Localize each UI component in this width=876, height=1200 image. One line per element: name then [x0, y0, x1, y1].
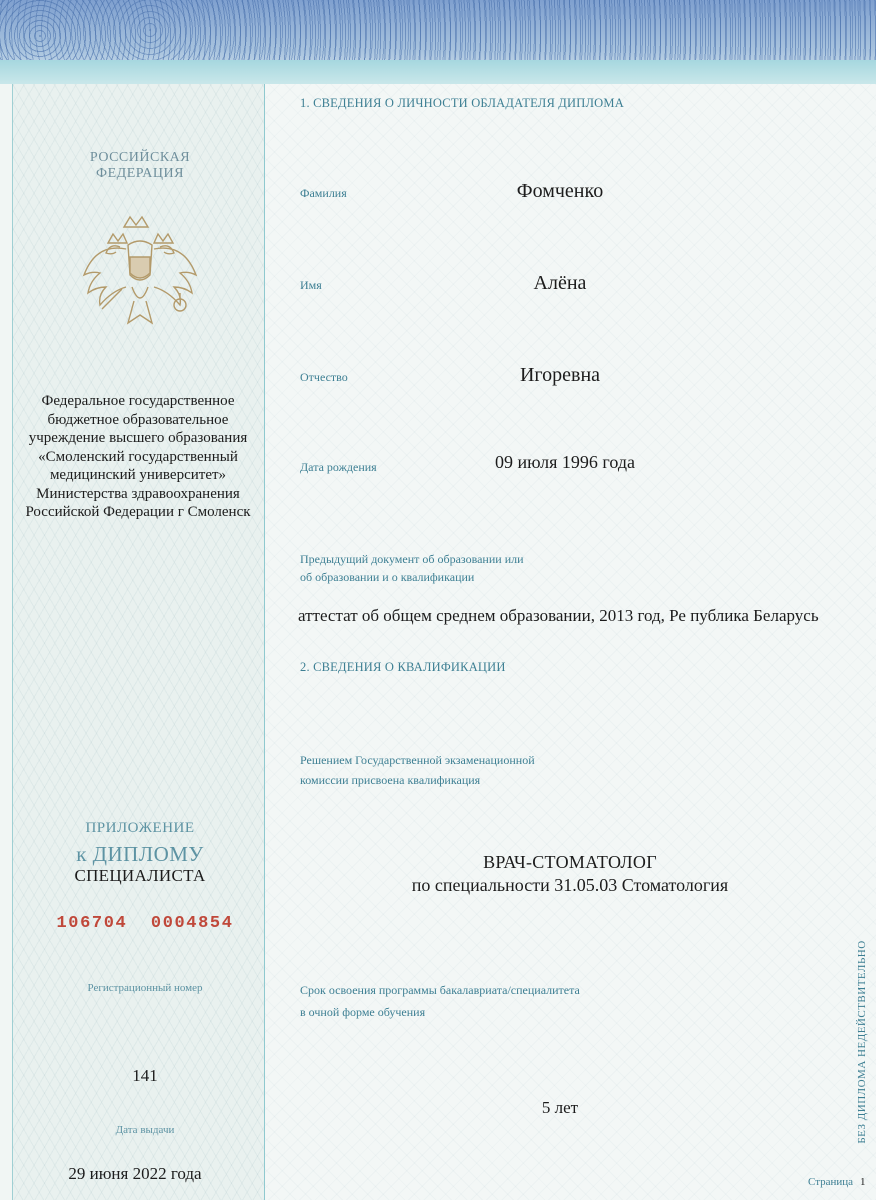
issue-date: 29 июня 2022 года: [68, 1164, 202, 1183]
study-term-value: 5 лет: [541, 1098, 579, 1117]
registration-number: 141: [132, 1066, 158, 1085]
surname-label: Фамилия: [300, 186, 347, 200]
appendix-diploma: к ДИПЛОМУ: [76, 842, 204, 866]
page-number: 1: [860, 1176, 866, 1188]
birth-date-label: Дата рождения: [300, 460, 377, 474]
previous-document-value: аттестат об общем среднем образовании, 2013 год, Ре публика Беларусь: [298, 606, 819, 625]
name-value: Алёна: [533, 272, 587, 294]
security-cyan-band: [0, 60, 876, 84]
issue-date-label: Дата выдачи: [115, 1124, 175, 1136]
study-term-label: [300, 979, 580, 1023]
qualification-decision-line1: Решением Государственной экзаменационной: [300, 753, 535, 767]
previous-document-label-line1: Предыдущий документ об образовании или: [300, 552, 524, 566]
qualification-decision-line2: комиссии присвоена квалификация: [300, 773, 481, 787]
organization-name: Федеральное государственное бюджетное образовательное учреждение высшего образования «Смоленский государственный медицинский университет» Министерства здравоохранения Российской Федерации г Смоленск: [25, 393, 251, 520]
left-border-line: [12, 84, 13, 1200]
study-term-label-line1: Срок освоения программы бакалавриата/специалитета: [300, 983, 580, 997]
previous-document-label: [300, 550, 524, 586]
right-panel: [264, 84, 876, 1200]
surname-value: Фомченко: [516, 180, 604, 202]
page-label: Страница: [808, 1176, 854, 1188]
appendix-type: СПЕЦИАЛИСТА: [74, 866, 206, 885]
patronymic-label: Отчество: [300, 370, 348, 384]
serial-number: 106704 0004854: [56, 914, 234, 933]
patronymic-value: Игоревна: [519, 364, 601, 386]
section-2-heading: 2. СВЕДЕНИЯ О КВАЛИФИКАЦИИ: [300, 660, 506, 674]
birth-date-value: 09 июля 1996 года: [495, 452, 635, 472]
qualification-decision-label: [300, 750, 535, 790]
qualification-title: ВРАЧ-СТОМАТОЛОГ: [483, 852, 657, 872]
country-title: РОССИЙСКАЯ ФЕДЕРАЦИЯ: [89, 150, 191, 181]
validity-side-note: БЕЗ ДИПЛОМА НЕДЕЙСТВИТЕЛЬНО: [856, 940, 868, 1144]
previous-document-label-line2: об образовании и о квалификации: [300, 570, 475, 584]
emblem-icon: [72, 205, 208, 347]
section-1-heading: 1. СВЕДЕНИЯ О ЛИЧНОСТИ ОБЛАДАТЕЛЯ ДИПЛОМА: [300, 96, 624, 110]
registration-number-label: Регистрационный номер: [87, 982, 203, 994]
study-term-label-line2: в очной форме обучения: [300, 1005, 426, 1019]
specialty-value: по специальности 31.05.03 Стоматология: [411, 875, 729, 895]
panel-divider: [264, 84, 265, 1200]
name-label: Имя: [300, 278, 322, 292]
appendix-title: ПРИЛОЖЕНИЕ: [85, 820, 195, 836]
